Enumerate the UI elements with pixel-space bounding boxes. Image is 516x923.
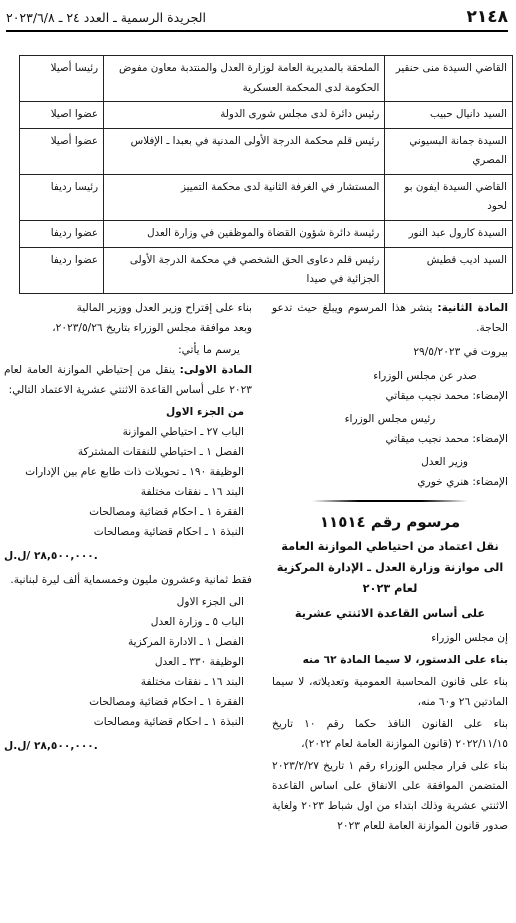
member-name: السيدة كارول عبد النور	[385, 220, 513, 247]
decree-title-line4: على أساس القاعدة الاثنتي عشرية	[294, 607, 486, 620]
committee-table	[19, 55, 513, 294]
separator	[312, 496, 468, 506]
from-section: الفصل ١ ـ احتياطي للنفقات المشتركة	[77, 446, 244, 458]
to-paragraph: الفقرة ١ ـ احكام قضائية ومصالحات	[89, 696, 244, 708]
preamble-para2: بناء على القانون النافذ حكما رقم ١٠ تاريخ ٢٠٢٢/١١/١٥ (قانون الموازنة العامة لعام ٢٠٢٢)،	[272, 718, 508, 750]
member-position: المستشار في الغرفة الثانية لدى محكمة التمييز	[104, 174, 385, 220]
member-position: رئيس دائرة لدى مجلس شورى الدولة	[104, 102, 385, 129]
table-row	[20, 247, 513, 293]
page-header	[6, 4, 508, 32]
decree-title-line3: لعام ٢٠٢٣	[362, 582, 418, 595]
amount-to: ٢٨,٥٠٠,٠٠٠ /ل.ل.	[4, 740, 98, 752]
preamble-para1: بناء على قانون المحاسبة العمومية وتعديلاته، لا سيما المادتين ٢٦ و٦٠ منه،	[272, 676, 508, 708]
table-row	[20, 102, 513, 129]
from-function: الوظيفة ١٩٠ ـ تحويلات ذات طابع عام بين الإدارات	[25, 466, 244, 478]
right-column	[272, 298, 508, 836]
article2-text: ينشر هذا المرسوم ويبلغ حيث تدعو الحاجة.	[272, 302, 508, 334]
article1-label: المادة الاولى:	[179, 364, 252, 376]
member-name: السيدة جمانة البسيوني المصري	[385, 128, 513, 174]
member-position: رئيس قلم دعاوى الحق الشخصي في محكمة الدرجة الأولى الجزائية في صيدا	[104, 247, 385, 293]
member-role: عضوا أصيلا	[20, 128, 104, 174]
member-role: عضوا رديفا	[20, 247, 104, 293]
member-role: رئيسا أصيلا	[20, 56, 104, 102]
council-line: إن مجلس الوزراء	[431, 632, 508, 644]
proposal-line: بناء على إقتراح وزير العدل ووزير المالية	[76, 302, 252, 314]
table-row	[20, 174, 513, 220]
pm-title: رئيس مجلس الوزراء	[344, 413, 436, 425]
approval-line: وبعد موافقة مجلس الوزراء بتاريخ ٢٠٢٣/٥/٢٦،	[52, 322, 252, 334]
member-role: عضوا اصيلا	[20, 102, 104, 129]
to-item: البند ١٦ ـ نفقات مختلفة	[140, 676, 244, 688]
from-paragraph: الفقرة ١ ـ احكام قضائية ومصالحات	[89, 506, 244, 518]
place-date: بيروت في ٢٩/٥/٢٠٢٣	[413, 346, 508, 358]
member-name: القاضي السيدة منى حنقير	[385, 56, 513, 102]
amount-from: ٢٨,٥٠٠,٠٠٠ /ل.ل.	[4, 550, 98, 562]
decrees-line: يرسم ما يأتي:	[178, 344, 240, 356]
member-name: السيد دانيال حبيب	[385, 102, 513, 129]
to-function: الوظيفة ٣٣٠ ـ العدل	[154, 656, 244, 668]
decree-number: مرسوم رقم ١١٥١٤	[319, 513, 461, 531]
member-role: عضوا رديفا	[20, 220, 104, 247]
to-subparagraph: النبذة ١ ـ احكام قضائية ومصالحات	[93, 716, 244, 728]
member-position: رئيسة دائرة شؤون القضاة والموظفين في وزارة العدل	[104, 220, 385, 247]
article1-text: ينقل من إحتياطي الموازنة العامة لعام ٢٠٢٣ على أساس القاعدة الاثنتي عشرية الاعتماد التالي:	[4, 364, 252, 396]
member-position: رئيس قلم محكمة الدرجة الأولى المدنية في بعبدا ـ الإفلاس	[104, 128, 385, 174]
issued-by: صدر عن مجلس الوزراء	[373, 370, 477, 382]
member-role: رئيسا رديفا	[20, 174, 104, 220]
signature-2: الإمضاء: محمد نجيب ميقاتي	[385, 433, 508, 445]
preamble-para3: بناء على قرار مجلس الوزراء رقم ١ تاريخ ٢٠٢٣/٢/٢٧ المتضمن الموافقة على الانفاق على اساس القاعدة الاثنتي عشرية وذلك ابتداء من اول شباط ٢٠٢٣ ولغاية صدور قانون الموازنة العامة للعام ٢٠٢٣	[272, 760, 508, 832]
to-part: الى الجزء الاول	[176, 596, 244, 608]
to-chapter: الباب ٥ ـ وزارة العدل	[150, 616, 244, 628]
signature-1: الإمضاء: محمد نجيب ميقاتي	[385, 390, 508, 402]
from-chapter: الباب ٢٧ ـ احتياطي الموازنة	[122, 426, 244, 438]
article2-label: المادة الثانية:	[437, 302, 508, 314]
member-name: السيد اديب قطيش	[385, 247, 513, 293]
member-position: الملحقة بالمديرية العامة لوزارة العدل والمنتدبة معاون مفوض الحكومة لدى المحكمة العسكرية	[104, 56, 385, 102]
from-item: البند ١٦ ـ نفقات مختلفة	[140, 486, 244, 498]
signature-3: الإمضاء: هنري خوري	[417, 476, 508, 488]
table-row	[20, 56, 513, 102]
minister-title: وزير العدل	[421, 456, 468, 468]
member-name: القاضي السيدة ايفون بو لحود	[385, 174, 513, 220]
from-part: من الجزء الاول	[165, 406, 244, 418]
from-subparagraph: النبذة ١ ـ احكام قضائية ومصالحات	[93, 526, 244, 538]
gazette-title: الجريدة الرسمية ـ العدد ٢٤ ـ ٢٠٢٣/٦/٨	[6, 9, 206, 25]
table-row	[20, 220, 513, 247]
decree-title-line1: نقل اعتماد من احتياطي الموازنة العامة	[281, 540, 499, 553]
amount-words: فقط ثمانية وعشرون مليون وخمسماية ألف ليرة لبنانية.	[10, 574, 252, 586]
constitution-line: بناء على الدستور، لا سيما المادة ٦٢ منه	[302, 654, 508, 666]
to-section: الفصل ١ ـ الادارة المركزية	[128, 636, 244, 648]
decree-title-line2: الى موازنة وزارة العدل ـ الإدارة المركزية	[276, 561, 504, 574]
page-number: ٢١٤٨	[466, 7, 508, 27]
table-row	[20, 128, 513, 174]
left-column	[4, 298, 262, 756]
